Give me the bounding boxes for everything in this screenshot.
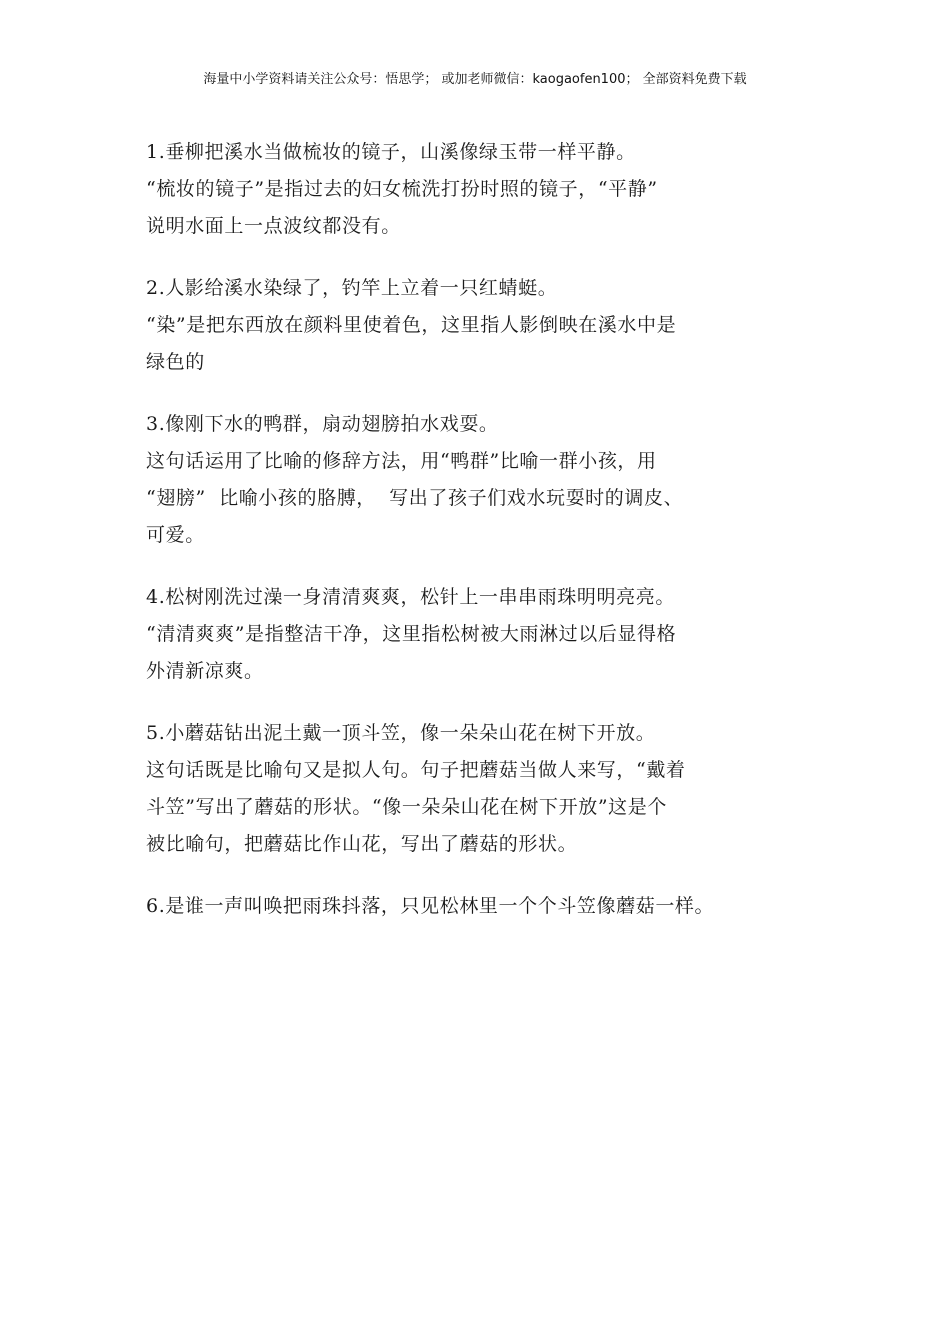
document-body (146, 134, 806, 950)
explanation-line: 可爱。 (146, 524, 205, 546)
example-sentence: 4.松树刚洗过澡一身清清爽爽，松针上一串串雨珠明明亮亮。 (146, 586, 675, 608)
explanation-line: 外清新凉爽。 (146, 660, 264, 682)
section-5 (146, 715, 806, 863)
section-6 (146, 888, 806, 925)
section-1 (146, 134, 806, 245)
section-4 (146, 579, 806, 690)
page-header: 海量中小学资料请关注公众号：悟思学； 或加老师微信：kaogaofen100； 全部资料免费下载 (203, 72, 747, 87)
section-3 (146, 406, 806, 554)
explanation-line: “清清爽爽”是指整洁干净，这里指松树被大雨淋过以后显得格 (146, 623, 677, 645)
explanation-line: 绿色的 (146, 351, 205, 373)
section-2 (146, 270, 806, 381)
example-sentence: 5.小蘑菇钻出泥土戴一顶斗笠，像一朵朵山花在树下开放。 (146, 722, 656, 744)
explanation-line: 这句话运用了比喻的修辞方法，用“鸭群”比喻一群小孩，用 (146, 450, 657, 472)
example-sentence: 1.垂柳把溪水当做梳妆的镜子，山溪像绿玉带一样平静。 (146, 141, 636, 163)
explanation-line: “翅膀” 比喻小孩的胳膊， 写出了孩子们戏水玩耍时的调皮、 (146, 487, 684, 509)
explanation-line: 被比喻句，把蘑菇比作山花，写出了蘑菇的形状。 (146, 833, 578, 855)
explanation-line: “染”是把东西放在颜料里使着色，这里指人影倒映在溪水中是 (146, 314, 677, 336)
explanation-line: 斗笠”写出了蘑菇的形状。“像一朵朵山花在树下开放”这是个 (146, 796, 667, 818)
example-sentence: 2.人影给溪水染绿了，钓竿上立着一只红蜻蜓。 (146, 277, 558, 299)
explanation-line: 说明水面上一点波纹都没有。 (146, 215, 401, 237)
explanation-line: 这句话既是比喻句又是拟人句。句子把蘑菇当做人来写，“戴着 (146, 759, 686, 781)
example-sentence: 6.是谁一声叫唤把雨珠抖落，只见松林里一个个斗笠像蘑菇一样。 (146, 895, 715, 917)
explanation-line: “梳妆的镜子”是指过去的妇女梳洗打扮时照的镜子，“平静” (146, 178, 658, 200)
example-sentence: 3.像刚下水的鸭群，扇动翅膀拍水戏耍。 (146, 413, 499, 435)
